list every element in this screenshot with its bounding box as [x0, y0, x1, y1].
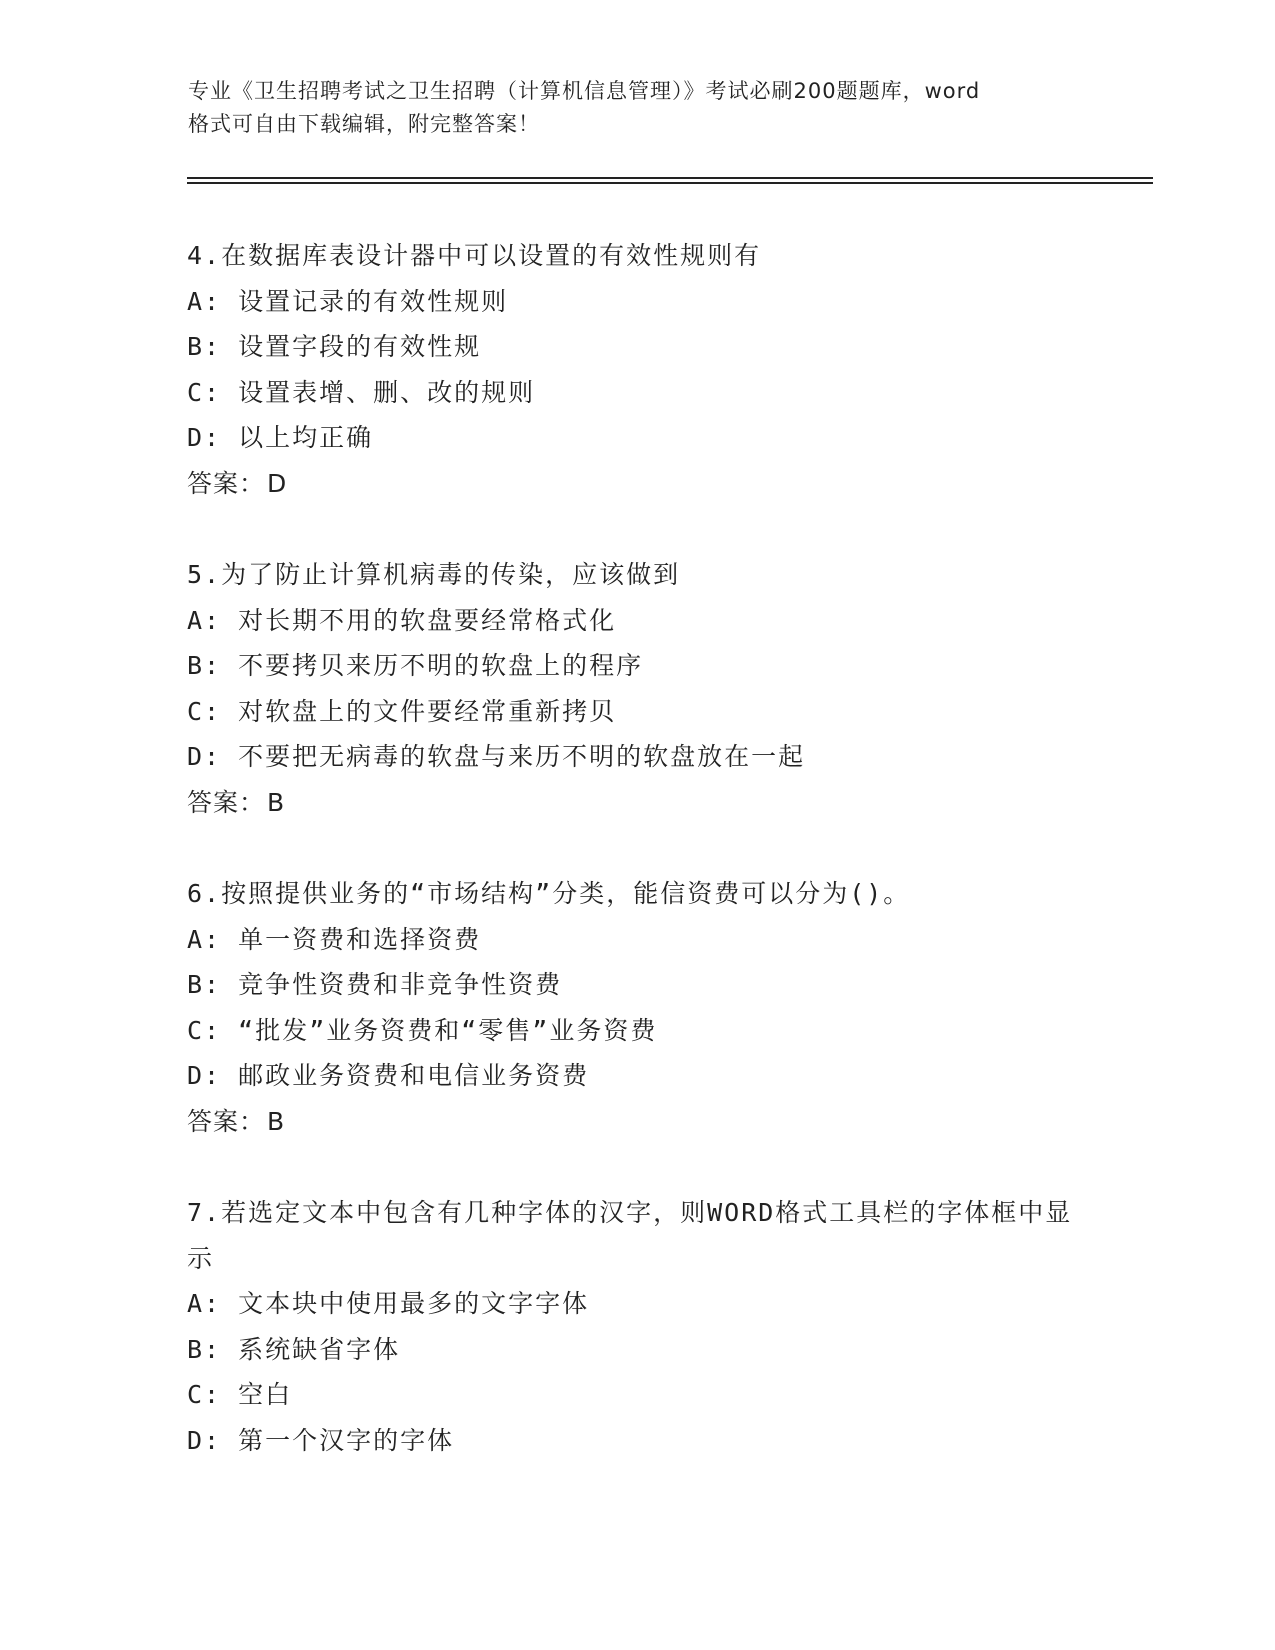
option-d: D: 以上均正确 — [187, 423, 374, 452]
answer-label: 答案： — [187, 787, 266, 817]
option-b: B: 设置字段的有效性规 — [187, 332, 482, 361]
answer-label: 答案： — [187, 1106, 266, 1136]
option-c: C: 空白 — [187, 1380, 293, 1409]
option-c: C: 设置表增、删、改的规则 — [187, 377, 536, 407]
option-c: C: “批发”业务资费和“零售”业务资费 — [187, 1015, 658, 1045]
option-a: A: 设置记录的有效性规则 — [187, 286, 509, 316]
question-4 — [187, 233, 1087, 506]
option-d: D: 第一个汉字的字体 — [187, 1425, 455, 1455]
header-line-1: 专业《卫生招聘考试之卫生招聘（计算机信息管理）》考试必刷200题题库，word — [188, 79, 981, 103]
question-7 — [187, 1190, 1087, 1463]
option-b: B: 竞争性资费和非竞争性资费 — [187, 970, 563, 999]
option-a: A: 文本块中使用最多的文字字体 — [187, 1289, 590, 1318]
option-a: A: 单一资费和选择资费 — [187, 924, 482, 954]
option-b: B: 系统缺省字体 — [187, 1334, 401, 1364]
option-b: B: 不要拷贝来历不明的软盘上的程序 — [187, 651, 644, 680]
header-divider-bottom — [187, 182, 1153, 184]
option-a: A: 对长期不用的软盘要经常格式化 — [187, 605, 617, 635]
answer-value: B — [267, 787, 286, 817]
answer-value: D — [267, 468, 288, 498]
question-stem: 7.若选定文本中包含有几种字体的汉字，则WORD格式工具栏的字体框中显示 — [187, 1198, 1073, 1273]
answer-line — [187, 1099, 1087, 1145]
question-5 — [187, 552, 1087, 825]
header-divider-top — [187, 177, 1153, 179]
header-line-2: 格式可自由下载编辑，附完整答案！ — [188, 112, 540, 136]
question-stem: 6.按照提供业务的“市场结构”分类，能信资费可以分为()。 — [187, 879, 911, 908]
question-stem: 4.在数据库表设计器中可以设置的有效性规则有 — [187, 241, 762, 270]
question-stem: 5.为了防止计算机病毒的传染，应该做到 — [187, 560, 681, 589]
option-d: D: 邮政业务资费和电信业务资费 — [187, 1061, 590, 1090]
option-c: C: 对软盘上的文件要经常重新拷贝 — [187, 696, 617, 726]
answer-line — [187, 461, 1087, 507]
document-header — [188, 75, 1088, 141]
answer-line — [187, 780, 1087, 826]
option-d: D: 不要把无病毒的软盘与来历不明的软盘放在一起 — [187, 742, 806, 771]
question-6 — [187, 871, 1087, 1144]
answer-label: 答案： — [187, 468, 266, 498]
answer-value: B — [267, 1106, 286, 1136]
